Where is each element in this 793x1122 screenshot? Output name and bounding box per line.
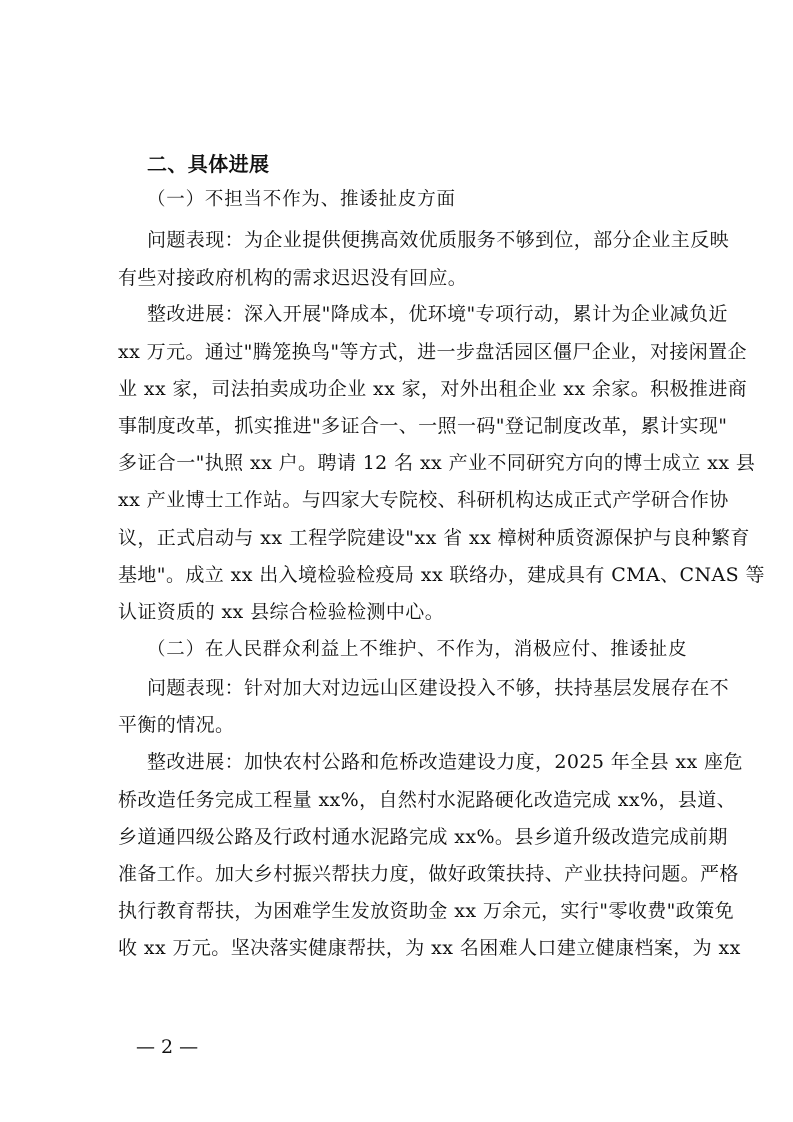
paragraph-line: 议，正式启动与 xx 工程学院建设"xx 省 xx 樟树种质资源保护与良种繁育 xyxy=(118,527,750,549)
paragraph-line: 业 xx 家，司法拍卖成功企业 xx 家，对外出租企业 xx 余家。积极推进商 xyxy=(118,378,748,400)
paragraph-line: 有些对接政府机构的需求迟迟没有回应。 xyxy=(118,267,468,289)
paragraph-line: 基地"。成立 xx 出入境检验检疫局 xx 联络办，建成具有 CMA、CNAS 等 xyxy=(118,564,765,586)
paragraph-line: 准备工作。加大乡村振兴帮扶力度，做好政策扶持、产业扶持问题。严格 xyxy=(118,863,739,885)
paragraph-line: 整改进展：加快农村公路和危桥改造建设力度，2025 年全县 xx 座危 xyxy=(147,751,743,773)
paragraph-line: 收 xx 万元。坚决落实健康帮扶，为 xx 名困难人口建立健康档案，为 xx xyxy=(118,937,741,959)
paragraph-line: 问题表现：针对加大对边远山区建设投入不够，扶持基层发展存在不 xyxy=(147,677,730,699)
paragraph-line: 整改进展：深入开展"降成本，优环境"专项行动，累计为企业减负近 xyxy=(147,303,728,325)
paragraph-line: 平衡的情况。 xyxy=(118,714,235,736)
subsection-title-1: （一）不担当不作为、推诿扯皮方面 xyxy=(147,189,456,210)
section-heading: 二、具体进展 xyxy=(147,152,270,176)
subsection-title-2: （二）在人民群众利益上不维护、不作为，消极应付、推诿扯皮 xyxy=(147,639,688,660)
paragraph-line: 问题表现：为企业提供便携高效优质服务不够到位，部分企业主反映 xyxy=(147,229,730,251)
paragraph-line: 事制度改革，抓实推进"多证合一、一照一码"登记制度改革，累计实现" xyxy=(118,415,728,437)
page-number: — 2 — xyxy=(136,1036,199,1058)
paragraph-line: 多证合一"执照 xx 户。聘请 12 名 xx 产业不同研究方向的博士成立 xx 县 xyxy=(118,452,756,474)
paragraph-line: 执行教育帮扶，为困难学生发放资助金 xx 万余元，实行"零收费"政策免 xyxy=(118,900,734,922)
paragraph-line: xx 产业博士工作站。与四家大专院校、科研机构达成正式产学研合作协 xyxy=(118,489,729,511)
paragraph-line: 认证资质的 xx 县综合检验检测中心。 xyxy=(118,601,445,623)
paragraph-line: 桥改造任务完成工程量 xx%，自然村水泥路硬化改造完成 xx%，县道、 xyxy=(118,789,737,811)
paragraph-line: 乡道通四级公路及行政村通水泥路完成 xx%。县乡道升级改造完成前期 xyxy=(118,826,728,848)
paragraph-line: xx 万元。通过"腾笼换鸟"等方式，进一步盘活园区僵尸企业，对接闲置企 xyxy=(118,341,747,363)
